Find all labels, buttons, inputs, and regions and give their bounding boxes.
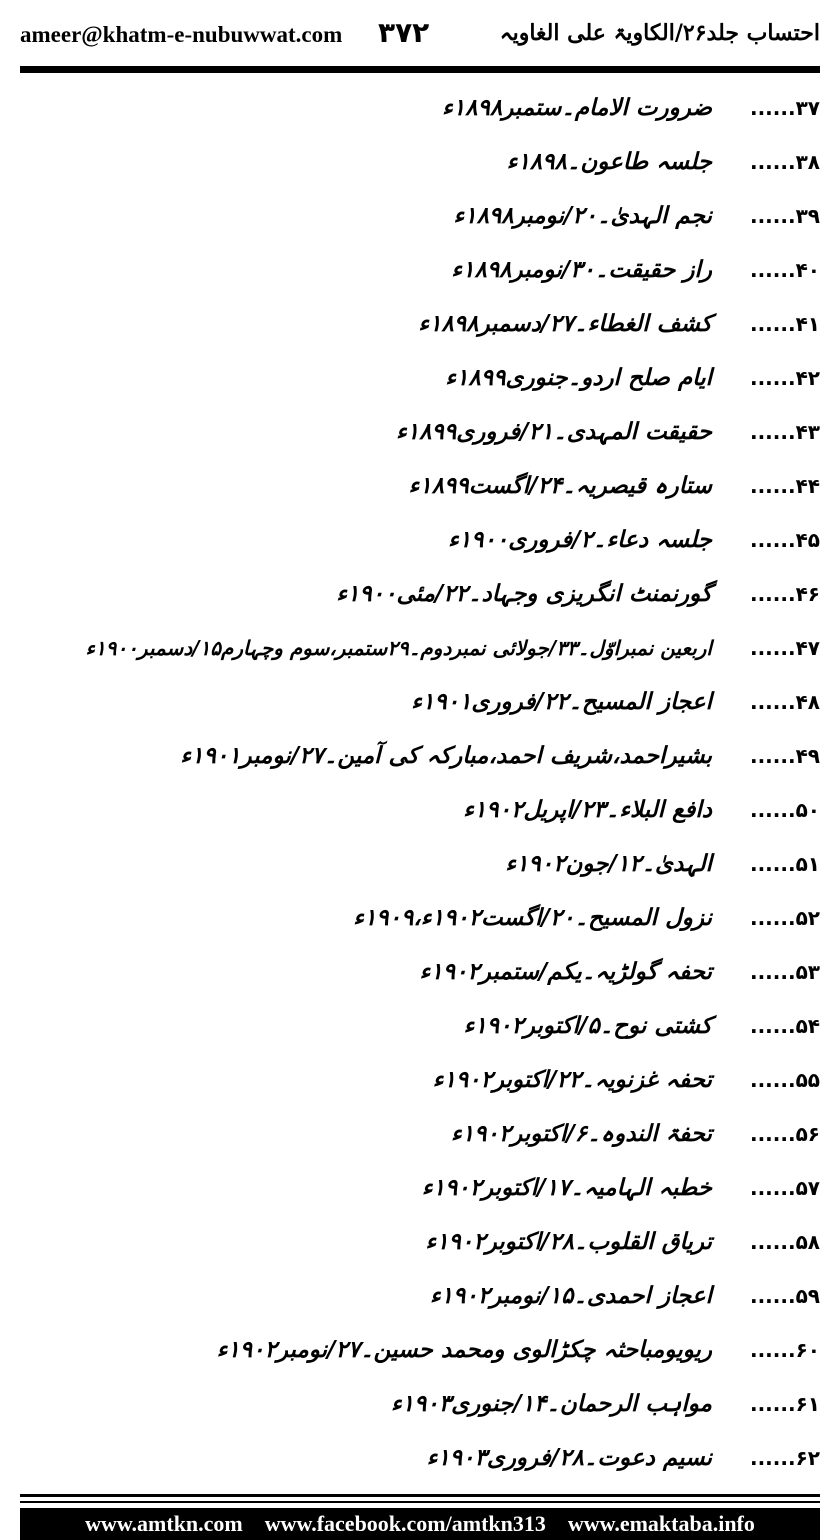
list-item xyxy=(420,952,820,992)
entry-number: ۴۲...... xyxy=(749,366,820,390)
list-item xyxy=(453,196,820,236)
footer-link-facebook[interactable]: www.facebook.com/amtkn313 xyxy=(264,1511,546,1536)
list-item xyxy=(408,466,820,506)
entry-title: جلسہ دعاء۔۲/فروری۱۹۰۰ء xyxy=(447,527,712,553)
entry-number: ۳۸...... xyxy=(749,150,820,174)
entry-title: نجم الہدیٰ۔۲۰/نومبر۱۸۹۸ء xyxy=(453,203,712,229)
entry-title: ریویومباحثہ چکڑالوی ومحمد حسین۔۲۷/نومبر۱۹۰۲ء xyxy=(216,1337,712,1363)
list-item xyxy=(451,1114,820,1154)
entry-title: حقیقت المہدی۔۲۱/فروری۱۸۹۹ء xyxy=(395,419,712,445)
entry-number: ۵۰...... xyxy=(749,798,820,822)
entry-title: خطبہ الہامیہ۔۱۷/اکتوبر۱۹۰۲ء xyxy=(421,1175,712,1201)
entry-title: بشیراحمد،شریف احمد،مبارکہ کی آمین۔۲۷/نومبر۱۹۰۱ء xyxy=(180,743,712,769)
page-number: ۳۷۲ xyxy=(378,16,430,49)
list-item xyxy=(505,844,820,884)
list-item xyxy=(427,1438,820,1478)
footer-bar xyxy=(20,1508,820,1540)
entry-number: ۴۹...... xyxy=(749,744,820,768)
entry-title: دافع البلاء۔۲۳/اپریل۱۹۰۲ء xyxy=(463,797,712,823)
list-item xyxy=(463,790,820,830)
entry-title: نزول المسیح۔۲۰/اگست۱۹۰۲ء،۱۹۰۹ء xyxy=(353,905,712,931)
entry-title: ایام صلح اردو۔جنوری۱۸۹۹ء xyxy=(445,365,712,391)
entry-number: ۴۱...... xyxy=(749,312,820,336)
entry-title: الہدیٰ۔۱۲/جون۱۹۰۲ء xyxy=(505,851,712,877)
footer-link-emaktaba[interactable]: www.emaktaba.info xyxy=(567,1511,755,1536)
entry-title: جلسہ طاعون۔۱۸۹۸ء xyxy=(506,149,712,175)
entry-title: اربعین نمبراوّل۔۳۳/جولائی نمبردوم۔۲۹ستمبر،سوم وچہارم۱۵/دسمبر۱۹۰۰ء xyxy=(85,636,712,660)
book-title: احتساب جلد۲۶/الکاویۃ علی الغاویہ xyxy=(499,20,820,46)
list-item xyxy=(418,304,820,344)
entry-number: ۴۸...... xyxy=(749,690,820,714)
list-item xyxy=(430,1276,820,1316)
entry-number: ۴۵...... xyxy=(749,528,820,552)
footer-link-amtkn[interactable]: www.amtkn.com xyxy=(85,1511,243,1536)
entry-title: نسیم دعوت۔۲۸/فروری۱۹۰۳ء xyxy=(426,1445,712,1471)
entry-number: ۴۷...... xyxy=(749,636,820,660)
entry-number: ۵۹...... xyxy=(749,1284,820,1308)
list-item xyxy=(451,250,820,290)
entry-title: گورنمنٹ انگریزی وجہاد۔۲۲/مئی۱۹۰۰ء xyxy=(336,581,712,607)
entry-title: کشتی نوح۔۵/اکتوبر۱۹۰۲ء xyxy=(463,1013,712,1039)
entry-title: ضرورت الامام۔ستمبر۱۸۹۸ء xyxy=(441,95,712,121)
list-item xyxy=(217,1330,820,1370)
list-item xyxy=(396,412,820,452)
entry-title: اعجاز احمدی۔۱۵/نومبر۱۹۰۲ء xyxy=(429,1283,712,1309)
page-header xyxy=(0,0,840,72)
entry-number: ۴۴...... xyxy=(749,474,820,498)
list-item xyxy=(336,574,820,614)
list-item xyxy=(448,520,820,560)
entry-number: ۶۲...... xyxy=(749,1446,820,1470)
list-item xyxy=(425,1222,820,1262)
entry-number: ۵۱...... xyxy=(749,852,820,876)
list-item xyxy=(445,358,820,398)
entry-title: تحفہ گولڑیہ۔یکم/ستمبر۱۹۰۲ء xyxy=(419,959,712,985)
footer-rule-thick xyxy=(20,1494,820,1497)
entry-title: تحفۃ الندوہ۔۶/اکتوبر۱۹۰۲ء xyxy=(450,1121,712,1147)
list-item xyxy=(507,142,820,182)
entry-number: ۶۱...... xyxy=(749,1392,820,1416)
entry-number: ۳۹...... xyxy=(749,204,820,228)
footer-rule-thin xyxy=(20,1501,820,1503)
entry-title: تریاق القلوب۔۲۸/اکتوبر۱۹۰۲ء xyxy=(425,1229,712,1255)
entry-number: ۵۶...... xyxy=(749,1122,820,1146)
entry-title: اعجاز المسیح۔۲۲/فروری۱۹۰۱ء xyxy=(411,689,712,715)
header-rule xyxy=(20,66,820,73)
entry-title: راز حقیقت۔۳۰/نومبر۱۸۹۸ء xyxy=(451,257,712,283)
entry-number: ۳۷...... xyxy=(749,96,820,120)
entry-number: ۵۴...... xyxy=(749,1014,820,1038)
list-item xyxy=(433,1060,820,1100)
entry-number: ۶۰...... xyxy=(749,1338,820,1362)
list-item xyxy=(442,88,820,128)
list-item xyxy=(180,736,820,776)
entry-number: ۵۷...... xyxy=(749,1176,820,1200)
list-item xyxy=(422,1168,820,1208)
entry-number: ۵۲...... xyxy=(749,906,820,930)
entry-title: مواہب الرحمان۔۱۴/جنوری۱۹۰۳ء xyxy=(390,1391,712,1417)
entry-number: ۵۸...... xyxy=(749,1230,820,1254)
entry-number: ۵۵...... xyxy=(749,1068,820,1092)
entry-title: ستارہ قیصریہ۔۲۴/اگست۱۸۹۹ء xyxy=(408,473,712,499)
list-item xyxy=(464,1006,820,1046)
entry-number: ۴۰...... xyxy=(749,258,820,282)
entry-number: ۴۶...... xyxy=(749,582,820,606)
list-item xyxy=(353,898,820,938)
entry-number: ۴۳...... xyxy=(749,420,820,444)
header-email: ameer@khatm-e-nubuwwat.com xyxy=(20,22,343,47)
entry-title: تحفہ غزنویہ۔۲۲/اکتوبر۱۹۰۲ء xyxy=(432,1067,712,1093)
entry-title: کشف الغطاء۔۲۷/دسمبر۱۸۹۸ء xyxy=(418,311,712,337)
list-item xyxy=(411,682,820,722)
list-item xyxy=(391,1384,820,1424)
entry-number: ۵۳...... xyxy=(749,960,820,984)
list-item xyxy=(86,628,820,668)
